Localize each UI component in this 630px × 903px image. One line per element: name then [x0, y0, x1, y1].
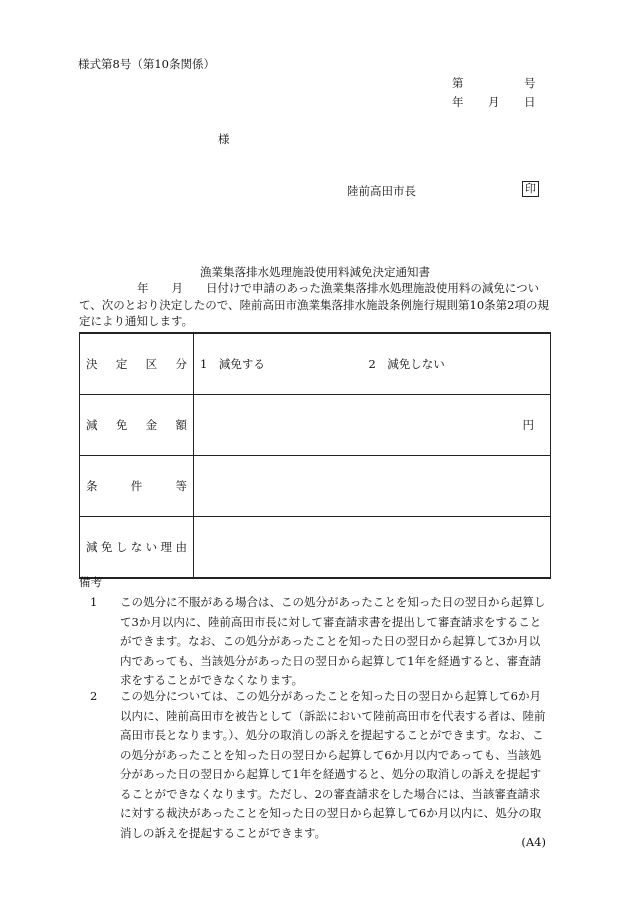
yen-unit: 円: [522, 418, 534, 432]
table-row: [80, 517, 551, 579]
label-char: 件: [130, 479, 143, 493]
date-month: 月: [488, 95, 500, 109]
body-line-2: て、次のとおり決定したので、陸前高田市漁業集落排水施設条例施行規則第10条第2項の規: [79, 297, 549, 312]
addressee-suffix: 様: [218, 132, 230, 146]
date-day: 日: [524, 95, 536, 109]
label-char: 等: [175, 479, 187, 493]
decision-table: [79, 332, 551, 579]
reason-cell: [194, 517, 551, 579]
body-text: [79, 280, 549, 330]
option-no-reduce: 2 減免しない: [368, 357, 445, 371]
note-number: 2: [90, 689, 98, 703]
table-row: [80, 333, 551, 395]
label-decision-type: [80, 333, 194, 395]
form-number: 様式第8号（第10条関係）: [78, 57, 215, 71]
notes-heading: 備考: [79, 575, 102, 589]
table-row: [80, 456, 551, 517]
conditions-cell: [194, 456, 551, 517]
table-row: [80, 395, 551, 456]
body-line-1: 年 月 日付けで申請のあった漁業集落排水処理施設使用料の減免につい: [137, 281, 540, 295]
label-char: 免: [100, 540, 113, 554]
label-reduction-amount: [80, 395, 194, 456]
label-char: 額: [175, 418, 187, 432]
decision-options: [194, 333, 551, 395]
option-reduce: 1 減免する: [200, 357, 265, 371]
note-item: [90, 593, 550, 691]
label-char: い: [145, 540, 158, 554]
label-char: 分: [175, 357, 187, 371]
paper-size-label: (A4): [521, 835, 546, 849]
label-char: 免: [115, 418, 128, 432]
number-suffix: 号: [524, 76, 536, 90]
label-reason-not-reduced: [80, 517, 194, 579]
date-year: 年: [452, 95, 464, 109]
label-char: 減: [86, 418, 98, 432]
seal-mark: 印: [522, 181, 539, 197]
label-char: 定: [115, 357, 128, 371]
number-prefix: 第: [452, 76, 464, 90]
document-title: 漁業集落排水処理施設使用料減免決定通知書: [200, 265, 430, 279]
label-char: 理: [160, 540, 173, 554]
amount-cell: [194, 395, 551, 456]
issuer-name: 陸前高田市長: [347, 184, 416, 198]
note-text: この処分に不服がある場合は、この処分があったことを知った日の翌日から起算して3か月以内に、陸前高田市長に対して審査請求書を提出して審査請求をすることができます。なお、この処分があったことを知った日の翌日から起算して3か月以内であっても、当該処分があった日の翌日から起算して1年を経過すると、審査請求をすることができなくなります。: [120, 595, 546, 687]
label-char: し: [115, 540, 128, 554]
label-char: 決: [86, 357, 98, 371]
label-char: 減: [86, 540, 98, 554]
body-line-3: 定により通知します。: [79, 314, 194, 328]
label-char: 金: [145, 418, 158, 432]
note-item: [90, 687, 550, 843]
note-text: この処分については、この処分があったことを知った日の翌日から起算して6か月以内に、陸前高田市を被告として（訴訟において陸前高田市を代表する者は、陸前高田市長となります。）、処分の取消しの訴えを提起することができます。なお、この処分があったことを知った日の翌日から起算して6か月以内であっても、当該処分があった日の翌日から起算して1年を経過すると、処分の取消しの訴えを提起することができなくなります。ただし、2の審査請求をした場合には、当該審査請求に対する裁決があったことを知った日の翌日から起算して6か月以内に、処分の取消しの訴えを提起することができます。: [120, 689, 546, 840]
label-char: 条: [86, 479, 98, 493]
label-char: 由: [175, 540, 187, 554]
note-number: 1: [90, 595, 98, 609]
label-char: な: [130, 540, 143, 554]
label-char: 区: [145, 357, 158, 371]
label-conditions: [80, 456, 194, 517]
